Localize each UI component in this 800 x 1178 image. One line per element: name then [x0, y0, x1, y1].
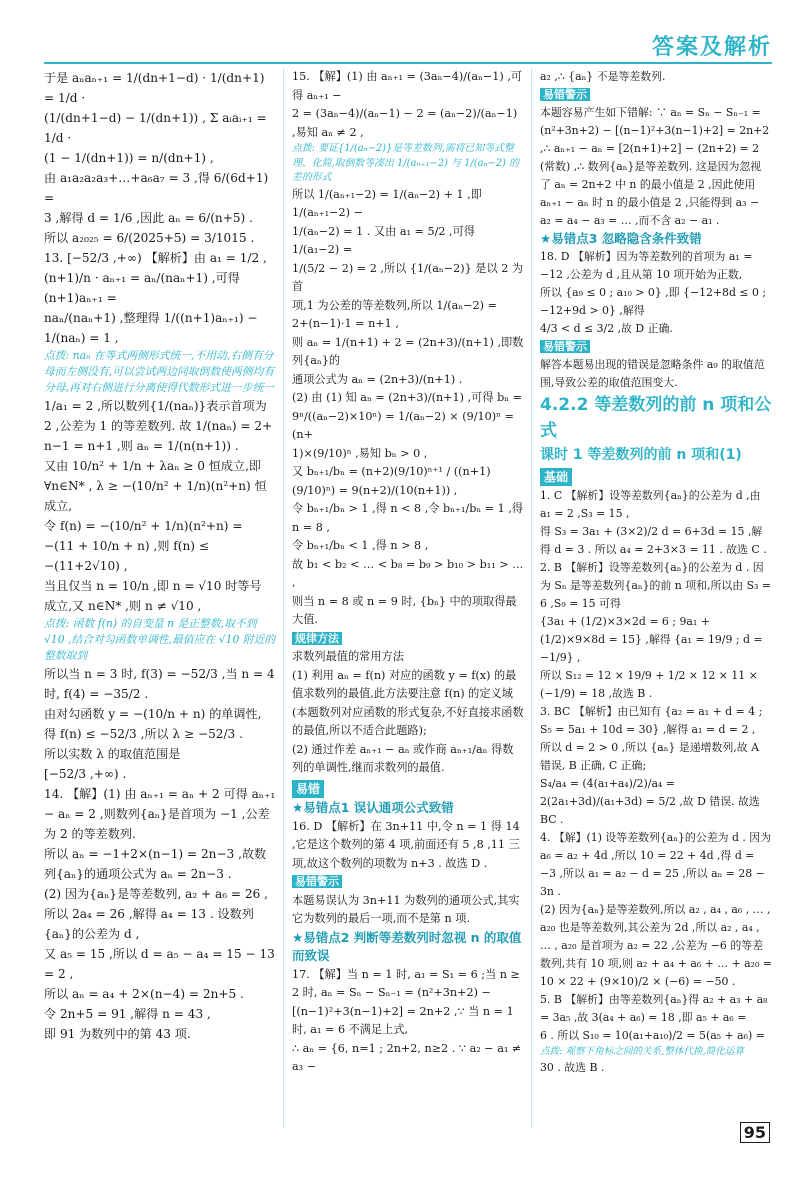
text-line: 所以实数 λ 的取值范围是	[44, 747, 181, 761]
text-line: 所以 aₙ = −1+2×(n−1) = 2n−3 ,故数列{aₙ}的通项公式为 aₙ = 2n−3 .	[44, 847, 267, 881]
text-line: 所以 S₁₂ = 12 × 19/9 + 1/2 × 12 × 11 × (−1/9) = 18 ,故选 B .	[540, 669, 758, 700]
text-line: 由 a₁a₂a₂a₃+…+a₆a₇ = 3 ,得 6/(6d+1) =	[44, 171, 269, 205]
callout-heading	[292, 630, 524, 649]
text-line: 又由 10/n² + 1/n + λaₙ ≥ 0 恒成立,即	[44, 459, 262, 473]
text-line: 当且仅当 n = 10/n ,即 n = √10 时等号	[44, 579, 262, 593]
callout-label: 易错警示	[540, 340, 590, 353]
lesson-subtitle: 课时 1 等差数列的前 n 项和(1)	[540, 447, 742, 463]
text-line: n−1 = n+1 ,则 aₙ = 1/(n(n+1)) .	[44, 439, 239, 453]
text-line: [−52/3 ,+∞) .	[44, 767, 127, 781]
header-rule	[44, 62, 772, 64]
text-line: 所以 aₙ = a₄ + 2×(n−4) = 2n+5 .	[44, 987, 244, 1001]
text-line: (1 − 1/(dn+1)) = n/(dn+1) ,	[44, 151, 214, 165]
text-line: (1/(dn+1−d) − 1/(dn+1)) , Σ aᵢaᵢ₊₁ = 1/d ·	[44, 111, 267, 145]
column-right	[540, 68, 772, 1077]
text-line: 令 bₙ₊₁/bₙ > 1 ,得 n < 8 ,令 bₙ₊₁/bₙ = 1 ,得 n = 8 ,	[292, 502, 524, 534]
text-line: 2. B 【解析】设等差数列{aₙ}的公差为 d . 因为 Sₙ 是等差数列{aₙ}的前 n 项和,所以由 S₃ = 6 ,S₉ = 15 可得	[540, 561, 772, 610]
text-line: 故 b₁ < b₂ < … < b₈ = b₉ > b₁₀ > b₁₁ > … ,	[292, 557, 524, 589]
text-line: 解答本题易出现的错误是忽略条件 a₉ 的取值范围,导致公差的取值范围变大.	[540, 358, 765, 389]
lesson-title: 4.2.2 等差数列的前 n 项和公式	[540, 395, 772, 441]
column-divider	[283, 68, 284, 1128]
text-line: 所以当 n = 3 时, f(3) = −52/3 ,当 n = 4	[44, 667, 275, 681]
text-line: −(11 + 10/n + n) ,则 f(n) ≤ −(11+2√10) ,	[44, 539, 209, 573]
text-line: 本题易误认为 3n+11 为数列的通项公式,其实它为数列的最后一项,而不是第 n 项.	[292, 893, 520, 925]
column-divider	[531, 68, 532, 1128]
text-line: 即 91 为数列中的第 43 项.	[44, 1027, 191, 1041]
text-line: 又 bₙ₊₁/bₙ = (n+2)(9/10)ⁿ⁺¹ / ((n+1)(9/10)ⁿ) = 9(n+2)/(10(n+1)) ,	[292, 465, 491, 497]
text-line: 2 ,公差为 1 的等差数列. 故 1/(naₙ) = 2+	[44, 419, 273, 433]
text-line: 本题容易产生如下错解: ∵ aₙ = Sₙ − Sₙ₋₁ = (n²+3n+2) − [(n−1)²+3(n−1)+2] = 2n+2 ,∴ aₙ₊₁ − aₙ = [2(n+1)+2] − (2n+2) = 2 (常数) ,∴ 数列{aₙ}是等差数列. 这是因为忽视了 aₙ = 2n+2 中 n 的最小值是 2 ,因此使用 aₙ₊₁ − aₙ 时 n 的最小值是 2 ,只能得到 a₃ − a₂ = a₄ − a₃ = … ,而不含 a₂ − a₁ .	[540, 106, 770, 227]
error-point-heading: ★易错点1 误认通项公式致错	[292, 800, 454, 815]
text-line: (2) 因为{aₙ}是等差数列, a₂ + a₆ = 26 ,所以 2a₄ = 26 ,解得 a₄ = 13 . 设数列{aₙ}的公差为 d ,	[44, 887, 268, 941]
text-line: 令 bₙ₊₁/bₙ < 1 ,得 n > 8 ,	[292, 539, 429, 552]
text-line: 1. C 【解析】设等差数列{aₙ}的公差为 d ,由 a₁ = 2 ,S₃ = 15 ,	[540, 489, 761, 520]
text-line: 成立,又 n∈N* ,则 n ≠ √10 ,	[44, 599, 202, 613]
text-line: 所以 {a₉ ≤ 0 ; a₁₀ > 0} ,即 {−12+8d ≤ 0 ; −12+9d > 0} ,解得	[540, 286, 767, 317]
section-label: 易错	[292, 780, 324, 798]
text-line: 15. 【解】(1) 由 aₙ₊₁ = (3aₙ−4)/(aₙ−1) ,可得 aₙ₊₁ −	[292, 70, 523, 102]
text-line: 1)×(9/10)ⁿ ,易知 bₙ > 0 ,	[292, 446, 428, 460]
callout-heading	[540, 338, 772, 356]
text-line: S₄/a₄ = (4(a₁+a₄)/2)/a₄ = 2(2a₁+3d)/(a₁+3d) = 5/2 ,故 D 错误. 故选 BC .	[540, 777, 760, 826]
text-line: 由对勾函数 y = −(10/n + n) 的单调性,	[44, 707, 262, 721]
text-line: 于是 aₙaₙ₊₁ = 1/(dn+1−d) · 1/(dn+1) = 1/d ·	[44, 71, 265, 105]
text-line: 13. [−52/3 ,+∞) 【解析】由 a₁ = 1/2 ,	[44, 251, 267, 265]
text-line: a₂ ,∴ {aₙ} 不是等差数列.	[540, 70, 666, 83]
text-line: 2+(n−1)·1 = n+1 ,	[292, 317, 399, 330]
callout-label: 规律方法	[292, 632, 342, 645]
text-line: (2) 因为{aₙ}是等差数列,所以 a₂ , a₄ , a₆ , … , a₂₀ 也是等差数列,其公差为 2d ,所以 a₂ , a₄ , … , a₂₀ 是首项为 a₂ = 22 ,公差为 −6 的等差数列,共有 10 项,则 a₂ + a₄ + a₆ + … + a₂₀ = 10 × 22 + (9×10)/2 × (−6) = −50 .	[540, 903, 772, 988]
section-label: 基础	[540, 468, 572, 486]
text-line: 18. D 【解析】因为等差数列的首项为 a₁ = −12 ,公差为 d ,且从第 10 项开始为正数,	[540, 250, 753, 281]
text-line: 6 . 所以 S₁₀ = 10(a₁+a₁₀)/2 = 5(a₅ + a₆) =	[540, 1029, 765, 1042]
text-line: 30 . 故选 B .	[540, 1061, 605, 1074]
text-line: 1/(5/2 − 2) = 2 ,所以 {1/(aₙ−2)} 是以 2 为首	[292, 261, 524, 293]
text-line: 17. 【解】当 n = 1 时, a₁ = S₁ = 6 ;当 n ≥ 2 时, aₙ = Sₙ − Sₙ₋₁ = (n²+3n+2) − [(n−1)²+3(n−1)+2] = 2n+2 ,∵ 当 n = 1 时, a₁ = 6 不满足上式,	[292, 967, 520, 1036]
text-line: 5. B 【解析】由等差数列{aₙ}得 a₂ + a₃ + a₈ = 3a₅ ,故 3(a₄ + a₆) = 18 ,即 a₅ + a₆ =	[540, 993, 768, 1024]
text-line: (2) 通过作差 aₙ₊₁ − aₙ 或作商 aₙ₊₁/aₙ 得数列的单调性,继而求数列的最值.	[292, 742, 514, 774]
text-line: 通项公式为 aₙ = (2n+3)/(n+1) .	[292, 372, 463, 386]
text-line: 9ⁿ/((aₙ−2)×10ⁿ) = 1/(aₙ−2) × (9/10)ⁿ = (n+	[292, 409, 514, 441]
text-line: 令 f(n) = −(10/n² + 1/n)(n²+n) =	[44, 519, 243, 533]
text-line: 求数列最值的常用方法	[292, 650, 404, 663]
callout-heading	[540, 86, 772, 104]
tip-note: 点拨: 观察下角标之间的关系,整体代换,简化运算	[540, 1046, 744, 1057]
text-line: 14. 【解】(1) 由 aₙ₊₁ = aₙ + 2 可得 aₙ₊₁ − aₙ = 2 ,则数列{aₙ}是首项为 −1 ,公差为 2 的等差数列.	[44, 787, 276, 841]
text-line: 所以 1/(aₙ₊₁−2) = 1/(aₙ−2) + 1 ,即 1/(aₙ₊₁−2) −	[292, 187, 482, 219]
text-line: (n+1)/n · aₙ₊₁ = aₙ/(naₙ+1) ,可得 (n+1)aₙ₊₁ =	[44, 271, 240, 305]
text-line: 2 = (3aₙ−4)/(aₙ−1) − 2 = (aₙ−2)/(aₙ−1) ,易知 aₙ ≠ 2 ,	[292, 107, 518, 139]
text-line: 得 S₃ = 3a₁ + (3×2)/2 d = 6+3d = 15 ,解得 d = 3 . 所以 a₄ = 2+3×3 = 11 . 故选 C .	[540, 525, 767, 556]
text-line: 所以 d = 2 > 0 ,所以 {aₙ} 是递增数列,故 A 错误, B 正确, C 正确;	[540, 741, 759, 772]
text-line: 则 aₙ = 1/(n+1) + 2 = (2n+3)/(n+1) ,即数列{aₙ}的	[292, 335, 524, 367]
text-line: {3a₁ + (1/2)×3×2d = 6 ; 9a₁ + (1/2)×9×8d = 15} ,解得 {a₁ = 19/9 ; d = −1/9} ,	[540, 615, 763, 664]
text-line: 3 ,解得 d = 1/6 ,因此 aₙ = 6/(n+5) .	[44, 211, 253, 225]
page-number: 95	[740, 1122, 770, 1143]
tip-note: 点拨: naₙ 在等式两侧形式统一,不用动,右侧有分母而左侧没有,可以尝试两边同取倒数使两侧均有分母,再对右侧进行分离使得代数形式进一步统一	[44, 349, 275, 394]
callout-label: 易错警示	[292, 875, 342, 888]
text-line: 4/3 < d ≤ 3/2 ,故 D 正确.	[540, 322, 673, 335]
text-line: 项,1 为公差的等差数列,所以 1/(aₙ−2) =	[292, 298, 497, 312]
text-line: (1) 利用 aₙ = f(n) 对应的函数 y = f(x) 的最值求数列的最值,此方法要注意 f(n) 的定义域(本题数列对应函数的形式复杂,不好直接求函数的最值,所以不适合此题路);	[292, 668, 524, 737]
text-line: 所以 a₂₀₂₅ = 6/(2025+5) = 3/1015 .	[44, 231, 255, 245]
text-line: 成立,	[44, 499, 73, 513]
text-line: 16. D 【解析】在 3n+11 中,令 n = 1 得 14 ,它是这个数列的第 4 项,前面还有 5 ,8 ,11 三项,故这个数列的项数为 n+3 . 故选 D .	[292, 819, 520, 870]
section-heading	[292, 780, 524, 800]
text-line: 1/(aₙ−2) = 1 . 又由 a₁ = 5/2 ,可得 1/(a₁−2) =	[292, 224, 475, 256]
text-line: 则当 n = 8 或 n = 9 时, {bₙ} 中的项取得最大值.	[292, 594, 517, 626]
section-heading	[540, 468, 772, 487]
error-point-heading: ★易错点2 判断等差数列时忽视 n 的取值而致误	[292, 929, 522, 963]
text-line: ∴ aₙ = {6, n=1 ; 2n+2, n≥2 . ∵ a₂ − a₁ ≠ a₃ −	[292, 1041, 522, 1073]
text-line: 令 2n+5 = 91 ,解得 n = 43 ,	[44, 1007, 211, 1021]
column-middle	[292, 68, 524, 1077]
text-line: 时, f(4) = −35/2 .	[44, 687, 149, 701]
text-line: (2) 由 (1) 知 aₙ = (2n+3)/(n+1) ,可得 bₙ =	[292, 391, 523, 404]
error-point-heading: ★易错点3 忽略隐含条件致错	[540, 231, 702, 246]
text-line: 得 f(n) ≤ −52/3 ,所以 λ ≥ −52/3 .	[44, 727, 243, 741]
text-line: naₙ/(naₙ+1) ,整理得 1/((n+1)aₙ₊₁) − 1/(naₙ) = 1 ,	[44, 311, 258, 345]
tip-note: 点拨: 函数 f(n) 的自变量 n 是正整数,取不到 √10 ,结合对勾函数单调性,最值应在 √10 附近的整数取到	[44, 617, 276, 662]
text-line: 1/a₁ = 2 ,所以数列{1/(naₙ)}表示首项为	[44, 399, 267, 413]
text-line: ∀n∈N* , λ ≥ −(10/n² + 1/n)(n²+n) 恒	[44, 479, 267, 493]
callout-label: 易错警示	[540, 88, 590, 101]
text-line: 4. 【解】(1) 设等差数列{aₙ}的公差为 d . 因为 a₆ = a₂ + 4d ,所以 10 = 22 + 4d ,得 d = −3 ,所以 a₁ = a₂ − d = 25 ,所以 aₙ = 28 − 3n .	[540, 831, 772, 898]
page-header-title: 答案及解析	[651, 35, 772, 60]
tip-note: 点拨: 要证{1/(aₙ−2)}是等差数列,需将已知等式整理、化简,取倒数等凑出 1/(aₙ₊₁−2) 与 1/(aₙ−2) 的差的形式	[292, 143, 519, 183]
text-line: 3. BC 【解析】由已知有 {a₂ = a₁ + d = 4 ; S₅ = 5a₁ + 10d = 30} ,解得 a₁ = d = 2 ,	[540, 705, 763, 736]
callout-heading	[292, 873, 524, 892]
text-line: 又 a₅ = 15 ,所以 d = a₅ − a₄ = 15 − 13 = 2 ,	[44, 947, 275, 981]
column-left	[44, 68, 276, 1044]
